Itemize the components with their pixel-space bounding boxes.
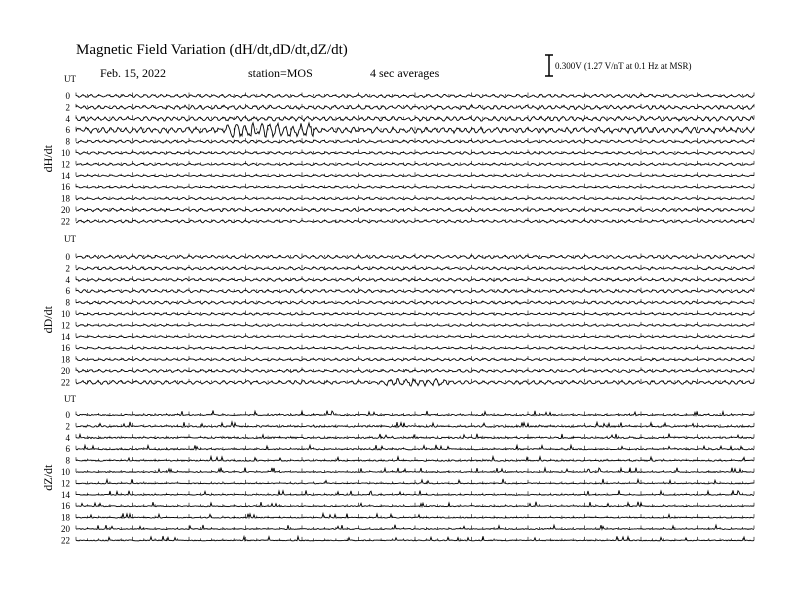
panel-dz-dt — [41, 394, 754, 545]
hour-tick-label: 14 — [61, 489, 70, 500]
date-label: Feb. 15, 2022 — [100, 66, 166, 80]
hour-tick-label: 22 — [61, 377, 70, 388]
station-label: station=MOS — [248, 66, 313, 80]
hour-tick-label: 10 — [61, 148, 70, 158]
hour-tick-label: 8 — [65, 297, 70, 308]
hour-tick-label: 0 — [65, 91, 70, 101]
hour-tick-label: 10 — [61, 309, 70, 319]
hour-tick-label: 12 — [61, 320, 70, 331]
ut-label: UT — [64, 234, 76, 244]
hour-tick-label: 8 — [65, 136, 70, 147]
hour-tick-label: 14 — [61, 331, 70, 342]
ut-label: UT — [64, 394, 76, 404]
hour-tick-label: 4 — [65, 432, 70, 443]
hour-tick-label: 8 — [65, 455, 70, 466]
hour-tick-label: 18 — [61, 354, 70, 365]
panel-label: dH/dt — [41, 145, 55, 173]
hour-tick-label: 20 — [61, 366, 70, 376]
hour-tick-label: 20 — [61, 524, 70, 534]
ut-label: UT — [64, 74, 76, 84]
hour-tick-label: 22 — [61, 216, 70, 227]
hour-tick-label: 14 — [61, 170, 70, 181]
hour-tick-label: 12 — [61, 478, 70, 489]
hour-tick-label: 22 — [61, 535, 70, 546]
hour-tick-label: 2 — [65, 421, 70, 432]
hour-tick-label: 6 — [65, 286, 70, 297]
hour-tick-label: 10 — [61, 467, 70, 477]
hour-tick-label: 0 — [65, 410, 70, 420]
hour-tick-label: 4 — [65, 274, 70, 285]
averaging-label: 4 sec averages — [370, 66, 440, 80]
hour-tick-label: 16 — [61, 501, 70, 512]
scale-label: 0.300V (1.27 V/nT at 0.1 Hz at MSR) — [555, 61, 692, 71]
scale-bar — [545, 55, 553, 76]
hour-tick-label: 12 — [61, 159, 70, 170]
hour-tick-label: 18 — [61, 193, 70, 204]
hour-tick-label: 20 — [61, 205, 70, 215]
chart-title: Magnetic Field Variation (dH/dt,dD/dt,dZ/dt) — [76, 42, 348, 58]
hour-tick-label: 6 — [65, 125, 70, 136]
panel-label: dZ/dt — [41, 464, 55, 491]
panel-dh-dt — [41, 74, 754, 226]
hour-tick-label: 4 — [65, 113, 70, 124]
hour-tick-label: 2 — [65, 102, 70, 113]
hour-tick-label: 16 — [61, 182, 70, 193]
panel-dd-dt — [41, 234, 754, 387]
hour-tick-label: 2 — [65, 263, 70, 274]
hour-tick-label: 18 — [61, 512, 70, 523]
hour-tick-label: 16 — [61, 343, 70, 354]
panel-label: dD/dt — [41, 306, 55, 334]
hour-tick-label: 0 — [65, 252, 70, 262]
hour-tick-label: 6 — [65, 444, 70, 455]
